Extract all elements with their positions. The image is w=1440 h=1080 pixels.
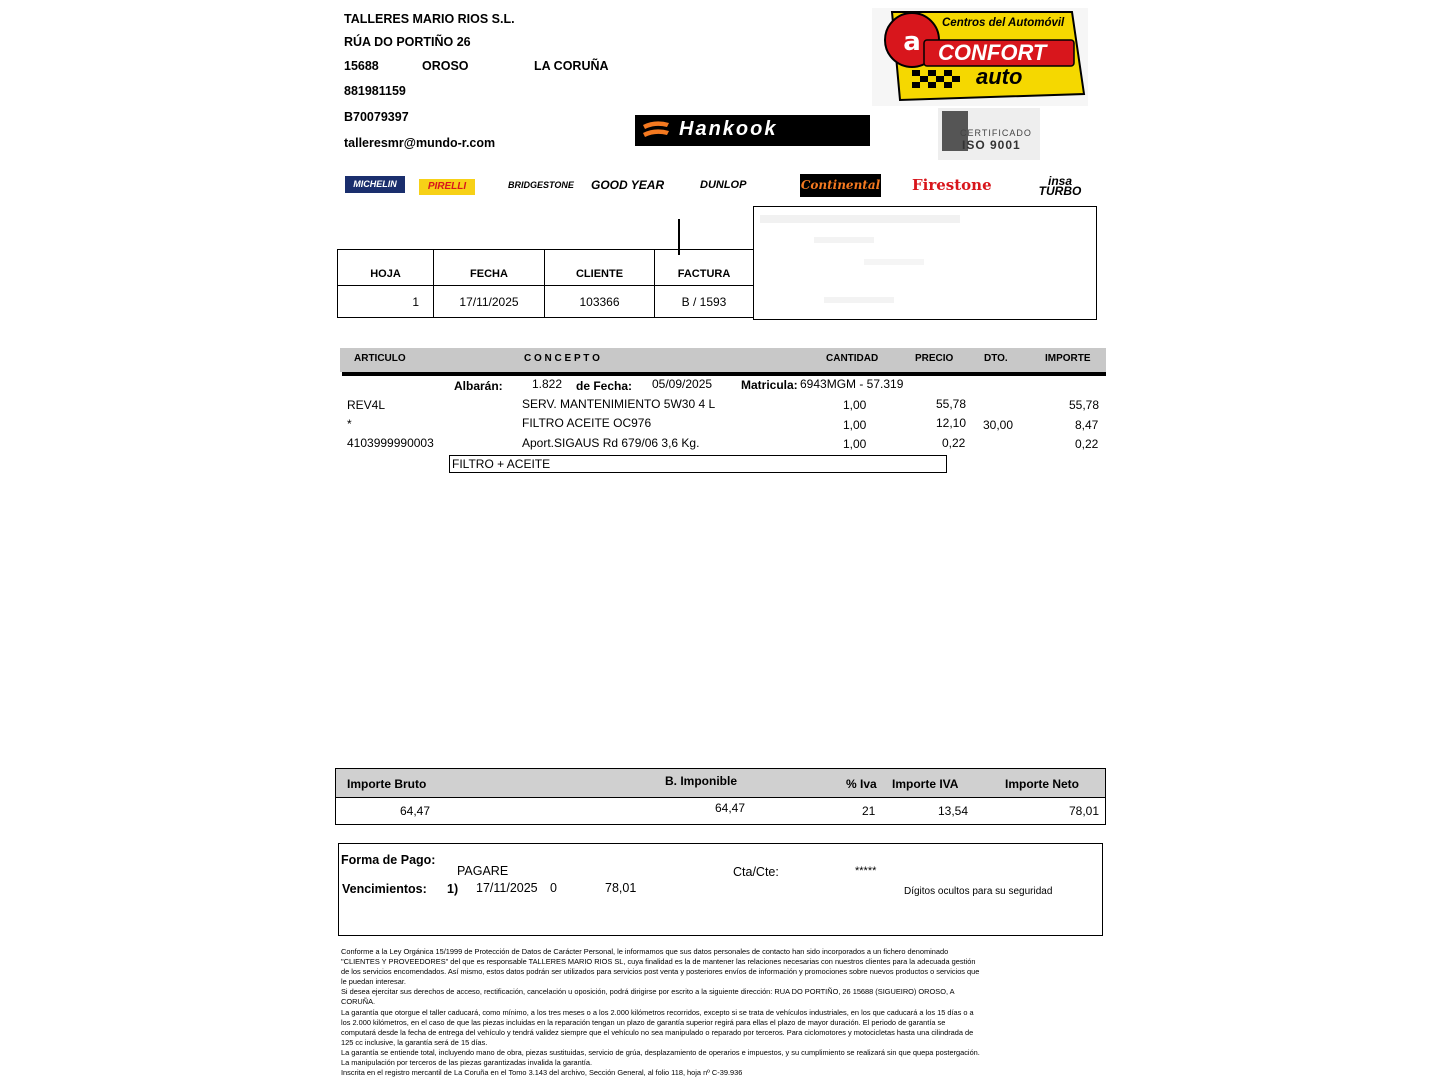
- due-index: 1): [447, 882, 459, 896]
- iso-certificate-logo: [938, 108, 1040, 160]
- imponible-header: B. Imponible: [665, 774, 737, 788]
- continental-logo: Continental: [800, 174, 881, 197]
- confort-auto-logo: [872, 8, 1088, 106]
- company-name: TALLERES MARIO RIOS S.L.: [344, 12, 515, 26]
- cliente-value: 103366: [545, 286, 655, 318]
- due-extra: 0: [550, 881, 557, 895]
- albaran-date: 05/09/2025: [652, 377, 713, 391]
- confort-word2: auto: [976, 64, 1023, 89]
- company-email: talleresmr@mundo-r.com: [344, 136, 496, 150]
- michelin-logo: MICHELIN: [345, 176, 405, 193]
- account-label: Cta/Cte:: [733, 865, 779, 879]
- note-box: FILTRO + ACEITE: [449, 455, 947, 473]
- hidden-digits-note: Dígitos ocultos para su seguridad: [904, 886, 1053, 897]
- document-meta-table: [337, 249, 754, 318]
- legal-line: La garantía se entiende total, incluyendo mano de obra, piezas sustituidas, servicio de grúa, desplazamiento de operarios e impuestos, y su cumplimiento se realizará sin que quepa postergación.: [341, 1047, 980, 1057]
- redacted-block: [814, 237, 874, 243]
- totals-box: [335, 768, 1106, 825]
- firestone-logo: Firestone: [912, 176, 992, 194]
- line-importe: 55,78: [1069, 398, 1100, 412]
- hoja-value: 1: [338, 286, 434, 318]
- iva-pct-header: % Iva: [846, 777, 877, 791]
- redacted-block: [760, 215, 960, 223]
- neto-value: 78,01: [1069, 804, 1100, 818]
- legal-line: Conforme a la Ley Orgánica 15/1999 de Protección de Datos de Carácter Personal, le informamos que sus datos personales de contacto han sido incorporados a un fichero denominado: [341, 947, 949, 956]
- line-concepto: FILTRO ACEITE OC976: [522, 416, 652, 430]
- factura-value: B / 1593: [655, 286, 754, 318]
- insa-turbo-logo: insa TURBO: [1038, 174, 1082, 198]
- legal-line: La manipulación por terceros de las piezas garantizadas invalida la garantía.: [341, 1058, 593, 1068]
- line-cantidad: 1,00: [843, 418, 867, 432]
- iva-value: 13,54: [938, 804, 969, 818]
- legal-line: Inscrita en el registro mercantil de La Coruña en el Tomo 3.143 del archivo, Sección General, al folio 118, hoja nº C-39.936: [341, 1068, 743, 1078]
- col-articulo: ARTICULO: [354, 353, 406, 364]
- albaran-label: Albarán:: [454, 379, 503, 393]
- account-value: *****: [855, 865, 877, 877]
- legal-line: computará desde la fecha de entrega del vehículo y tendrá validez siempre que el vehículo no sea manipulado o reparado por terceros. Para ciclomotores y motocicletas hasta una cilindrada de: [341, 1027, 974, 1037]
- legal-line: La garantía que otorgue el taller caducará, como mínimo, a los tres meses o a los 2.000 kilómetros recorridos, excepto si se trata de vehículos industriales, en los que caducará a los 15 días o a: [341, 1007, 974, 1017]
- legal-text: [341, 947, 1021, 1078]
- col-importe: IMPORTE: [1045, 353, 1091, 364]
- company-tax-id: B70079397: [344, 110, 409, 124]
- due-date: 17/11/2025: [476, 881, 538, 895]
- due-label: Vencimientos:: [342, 882, 427, 896]
- company-address: RÚA DO PORTIÑO 26: [344, 35, 471, 49]
- pirelli-logo: PIRELLI: [419, 179, 475, 195]
- iso-line1: CERTIFICADO: [960, 128, 1032, 138]
- line-importe: 8,47: [1075, 418, 1099, 432]
- fecha-header: FECHA: [434, 250, 545, 286]
- line-articulo: 4103999990003: [347, 436, 434, 450]
- imponible-value: 64,47: [715, 801, 746, 815]
- legal-line: le puedan interesar.: [341, 977, 406, 987]
- payment-method: PAGARE: [457, 864, 509, 878]
- albaran-date-label: de Fecha:: [576, 379, 633, 393]
- line-articulo: REV4L: [347, 398, 386, 412]
- line-importe: 0,22: [1075, 437, 1099, 451]
- hoja-header: HOJA: [338, 250, 434, 286]
- line-precio: 55,78: [936, 397, 967, 411]
- payment-method-label: Forma de Pago:: [341, 853, 436, 867]
- company-town: OROSO: [422, 59, 469, 73]
- iso-line2: ISO 9001: [962, 138, 1021, 152]
- svg-text:a: a: [903, 27, 921, 57]
- line-dto: 30,00: [983, 418, 1014, 432]
- albaran-number: 1.822: [532, 377, 563, 391]
- company-postal-code: 15688: [344, 59, 379, 73]
- lines-header: [340, 348, 1106, 372]
- legal-line: CORUÑA.: [341, 997, 376, 1007]
- iva-header: Importe IVA: [892, 777, 959, 791]
- line-concepto: Aport.SIGAUS Rd 679/06 3,6 Kg.: [522, 436, 700, 450]
- line-articulo: *: [347, 417, 352, 431]
- bridgestone-logo: BRIDGESTONE: [508, 180, 574, 190]
- line-precio: 12,10: [936, 416, 967, 430]
- company-province: LA CORUÑA: [534, 59, 609, 73]
- factura-header: FACTURA: [655, 250, 754, 286]
- redacted-block: [824, 297, 894, 303]
- line-cantidad: 1,00: [843, 437, 867, 451]
- hankook-logo: [635, 115, 870, 146]
- col-dto: DTO.: [984, 353, 1008, 364]
- bruto-value: 64,47: [400, 804, 431, 818]
- confort-word1: CONFORT: [938, 40, 1047, 65]
- plate-value: 6943MGM - 57.319: [800, 377, 904, 391]
- legal-line: 125 cc inclusive, la garantía será de 15 días.: [341, 1037, 488, 1047]
- dunlop-logo: DUNLOP: [700, 179, 747, 191]
- neto-header: Importe Neto: [1005, 777, 1080, 791]
- col-concepto: C O N C E P T O: [524, 353, 600, 364]
- goodyear-logo: GOOD YEAR: [591, 178, 665, 192]
- redacted-block: [864, 259, 924, 265]
- line-precio: 0,22: [942, 436, 966, 450]
- legal-line: "CLIENTES Y PROVEEDORES" del que es responsable TALLERES MARIO RIOS SL, cuya finalidad es la de mantener las relaciones necesarias con nuestros clientes para la adecuada gestión: [341, 957, 976, 967]
- line-concepto: SERV. MANTENIMIENTO 5W30 4 L: [522, 397, 716, 411]
- legal-line: de los servicios encomendados. Así mismo, estos datos podrán ser utilizados para servicios post venta y posteriores envíos de información y promociones sobre nuevos productos o servicios que: [341, 967, 980, 977]
- col-precio: PRECIO: [915, 353, 954, 364]
- iva-pct-value: 21: [862, 804, 876, 818]
- legal-line: Si desea ejercitar sus derechos de acceso, rectificación, cancelación u oposición, podrá dirigirse por escrito a la siguiente dirección: RUA DO PORTIÑO, 26 15688 (SIGUEIRO) OROSO, A: [341, 987, 955, 997]
- fecha-value: 17/11/2025: [434, 286, 545, 318]
- bruto-header: Importe Bruto: [347, 777, 427, 791]
- header-rule: [342, 372, 1106, 376]
- cliente-header: CLIENTE: [545, 250, 655, 286]
- plate-label: Matricula:: [741, 378, 798, 392]
- payment-box: [338, 843, 1103, 936]
- line-cantidad: 1,00: [843, 398, 867, 412]
- confort-tagline: Centros del Automóvil: [942, 17, 1065, 29]
- due-amount: 78,01: [605, 881, 637, 895]
- totals-header: [336, 769, 1105, 798]
- company-phone: 881981159: [344, 84, 406, 98]
- legal-line: los 2.000 kilómetros, en el caso de que las piezas incluidas en la reparación tengan un plazo de garantía superior regirá para ellas el plazo de mayor duración. El periodo de garantía se: [341, 1017, 946, 1027]
- hankook-word: Hankook: [679, 118, 778, 140]
- col-cantidad: CANTIDAD: [826, 353, 879, 364]
- customer-address-box: [753, 206, 1097, 320]
